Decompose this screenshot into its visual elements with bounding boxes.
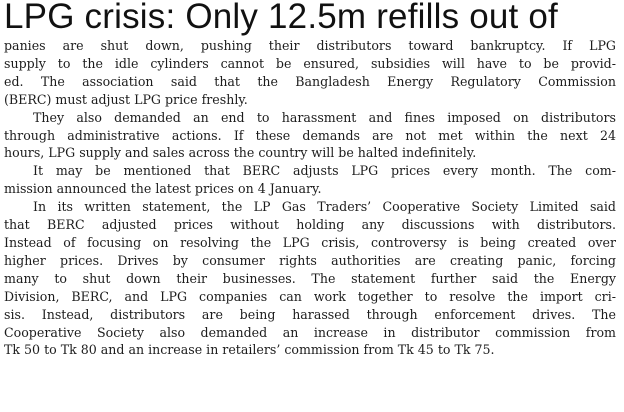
- paragraph-4-line-8: Cooperative Society also demanded an increase in distributor commission from: [4, 324, 616, 340]
- paragraph-4-line-5: many to shut down their businesses. The statement further said the Energy: [4, 270, 616, 286]
- paragraph-2-line-2: through administrative actions. If these demands are not met within the next 24: [4, 127, 616, 143]
- paragraph-2-line-3: hours, LPG supply and sales across the country will be halted indefinitely.: [4, 145, 477, 161]
- paragraph-3-line-2: mission announced the latest prices on 4 January.: [4, 181, 322, 197]
- article-body: [4, 37, 616, 359]
- paragraph-4-line-2: that BERC adjusted prices without holding any discussions with distributors.: [4, 217, 616, 233]
- paragraph-4-line-9: Tk 50 to Tk 80 and an increase in retailers’ commission from Tk 45 to Tk 75.: [4, 342, 495, 358]
- paragraph-4-line-1: In its written statement, the LP Gas Traders’ Cooperative Society Limited said: [33, 199, 616, 215]
- paragraph-1-line-3: ed. The association said that the Bangladesh Energy Regulatory Commission: [4, 73, 616, 89]
- paragraph-1-line-2: supply to the idle cylinders cannot be ensured, subsidies will have to be provid-: [4, 55, 616, 71]
- paragraph-4-line-7: sis. Instead, distributors are being harassed through enforcement drives. The: [4, 306, 616, 322]
- paragraph-4-line-4: higher prices. Drives by consumer rights authorities are creating panic, forcing: [4, 252, 616, 268]
- paragraph-1-line-1: panies are shut down, pushing their distributors toward bankruptcy. If LPG: [4, 38, 616, 53]
- paragraph-2-line-1: They also demanded an end to harassment and fines imposed on distributors: [33, 109, 616, 125]
- paragraph-1-line-4: (BERC) must adjust LPG price freshly.: [4, 91, 248, 107]
- headline: LPG crisis: Only 12.5m refills out of: [4, 0, 558, 36]
- paragraph-4-line-3: Instead of focusing on resolving the LPG crisis, controversy is being created over: [4, 234, 616, 250]
- paragraph-3-line-1: It may be mentioned that BERC adjusts LPG prices every month. The com-: [33, 163, 616, 179]
- paragraph-4-line-6: Division, BERC, and LPG companies can work together to resolve the import cri-: [4, 288, 616, 304]
